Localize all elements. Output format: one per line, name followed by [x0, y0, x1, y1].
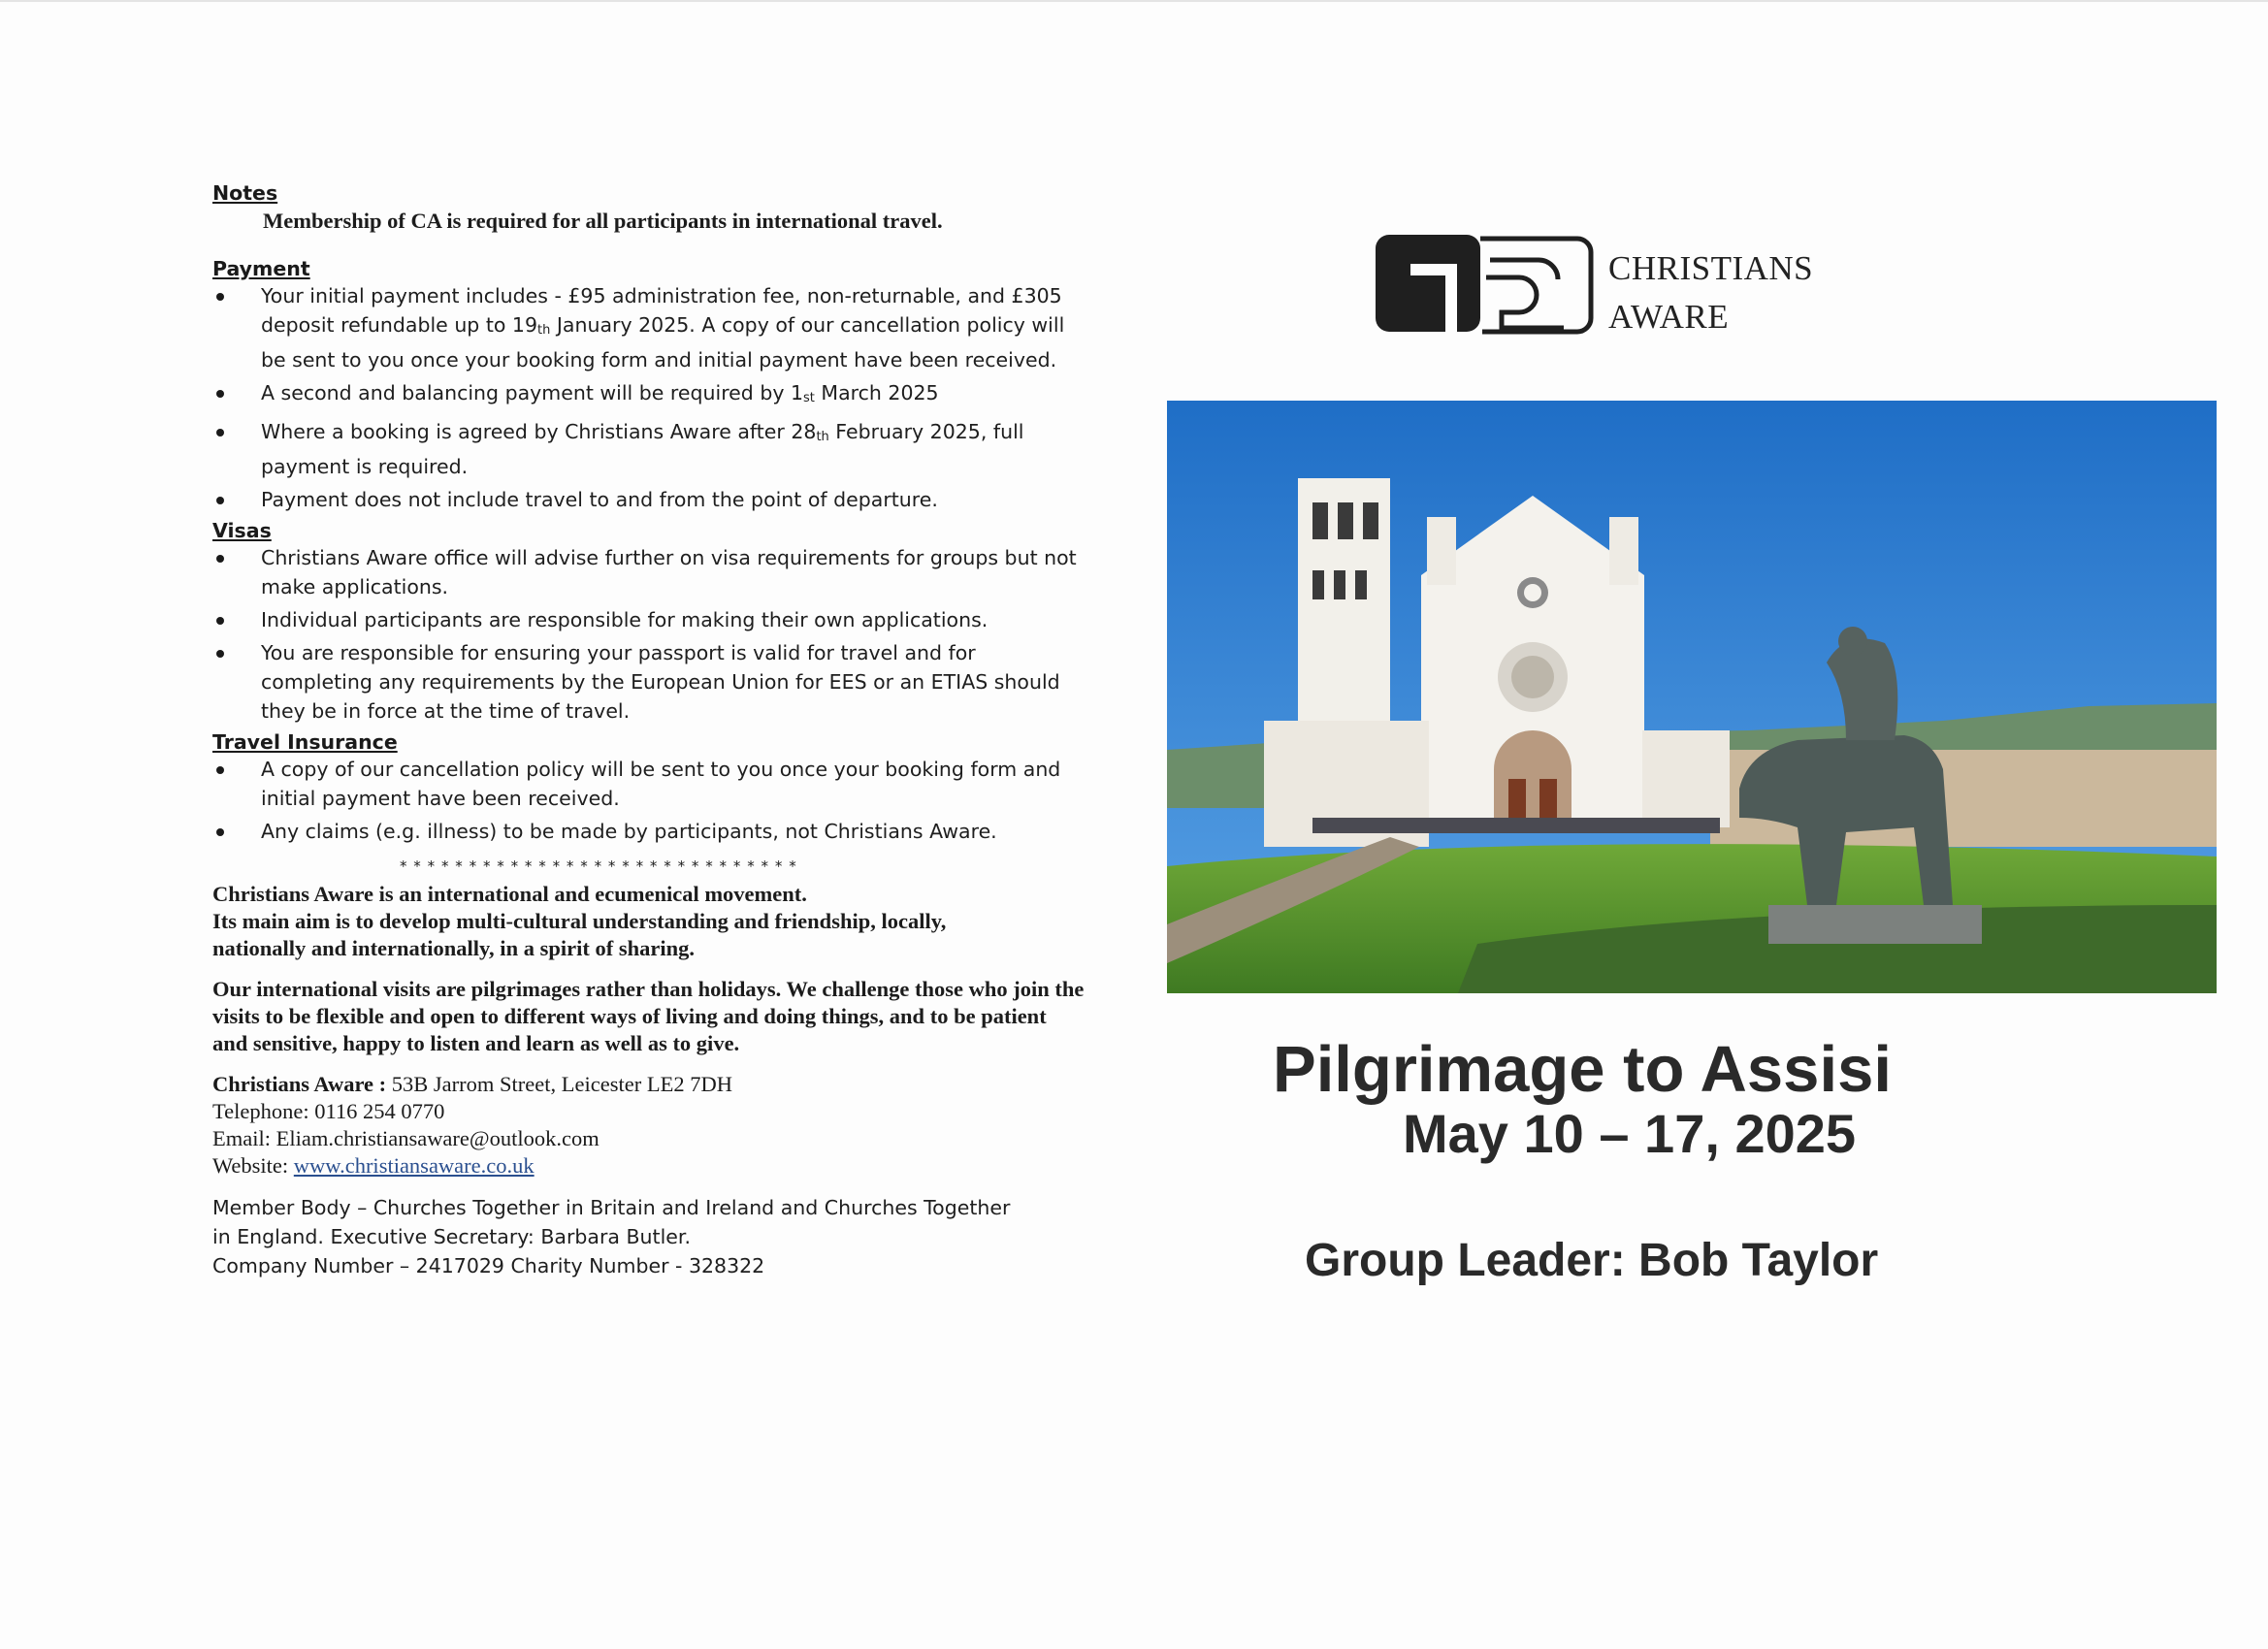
bullet-icon: [216, 650, 224, 658]
bullet-icon: [216, 766, 224, 774]
list-item: A second and balancing payment will be required by $1_{st}$ March 2025: [212, 378, 1085, 413]
list-item: Where a booking is agreed by Christians Aware after $28_{th}$ February 2025, full payment is required.: [212, 417, 1085, 481]
payment-list: [212, 281, 1085, 514]
star-divider: *****************************: [399, 857, 802, 875]
insurance-list: [212, 755, 1085, 846]
notes-text: Membership of CA is required for all participants in international travel.: [263, 209, 943, 233]
website-label: Website:: [212, 1153, 294, 1178]
list-item: Individual participants are responsible for making their own applications.: [212, 605, 1085, 634]
email: Email: Eliam.christiansaware@outlook.com: [212, 1126, 599, 1150]
list-item: Any claims (e.g. illness) to be made by participants, not Christians Aware.: [212, 817, 1085, 846]
logo-wordmark: [1608, 244, 1813, 341]
trip-dates: May 10 – 17, 2025: [1403, 1103, 1857, 1164]
telephone: Telephone: 0116 254 0770: [212, 1099, 445, 1123]
list-item: You are responsible for ensuring your passport is valid for travel and for completing any requirements by the European Union for EES or an ETIAS should they be in force at the time of travel.: [212, 638, 1085, 726]
bullet-icon: [216, 293, 224, 301]
contact-address-line: [212, 1071, 1085, 1098]
bullet-icon: [216, 429, 224, 436]
visas-heading: Visas: [212, 519, 272, 542]
contact-block: [212, 1071, 1085, 1180]
payment-heading: Payment: [212, 257, 310, 280]
logo-line-1: CHRISTIANS: [1608, 249, 1814, 287]
about-line2: Its main aim is to develop multi-cultural understanding and friendship, locally, nationally and internationally, in a spirit of sharing.: [212, 909, 947, 960]
list-item: Christians Aware office will advise further on visa requirements for groups but not make applications.: [212, 543, 1085, 601]
bullet-icon: [216, 828, 224, 836]
footer-block: [212, 1193, 1027, 1280]
org-name: Christians Aware :: [212, 1072, 387, 1096]
website-link[interactable]: www.christiansaware.co.uk: [293, 1153, 535, 1178]
travel-insurance-heading: Travel Insurance: [212, 730, 398, 754]
information-column: [212, 180, 1085, 1280]
page-top-edge: [0, 0, 2268, 2]
list-item: Payment does not include travel to and from the point of departure.: [212, 485, 1085, 514]
assisi-basilica-photo: [1167, 401, 2217, 993]
website-line: [212, 1152, 1085, 1180]
logo-line-2: AWARE: [1608, 298, 1730, 336]
bullet-icon: [216, 555, 224, 563]
list-item: A copy of our cancellation policy will be sent to you once your booking form and initial payment have been received.: [212, 755, 1085, 813]
notes-heading: Notes: [212, 181, 278, 205]
address: 53B Jarrom Street, Leicester LE2 7DH: [386, 1072, 732, 1096]
page-title: Pilgrimage to Assisi: [1273, 1033, 1892, 1106]
bullet-icon: [216, 390, 224, 398]
list-item: Your initial payment includes - £95 administration fee, non-returnable, and £305 deposit refundable up to $19_{th}$ January 2025. A copy of our cancellation policy will be sent to you once your booking form and initial payment have been received.: [212, 281, 1085, 374]
company-numbers: Company Number – 2417029 Charity Number - 328322: [212, 1254, 765, 1277]
group-leader: Group Leader: Bob Taylor: [1305, 1235, 1879, 1286]
visas-list: [212, 543, 1085, 726]
bullet-icon: [216, 617, 224, 625]
member-body-text: Member Body – Churches Together in Britain and Ireland and Churches Together in England. Executive Secretary: Barbara Butler.: [212, 1196, 1011, 1248]
bullet-icon: [216, 497, 224, 504]
about-para2: Our international visits are pilgrimages rather than holidays. We challenge those who join the visits to be flexible and open to different ways of living and doing things, and to be patient and sensitive, happy to listen and learn as well as to give.: [212, 977, 1085, 1055]
about-line1: Christians Aware is an international and ecumenical movement.: [212, 882, 807, 906]
